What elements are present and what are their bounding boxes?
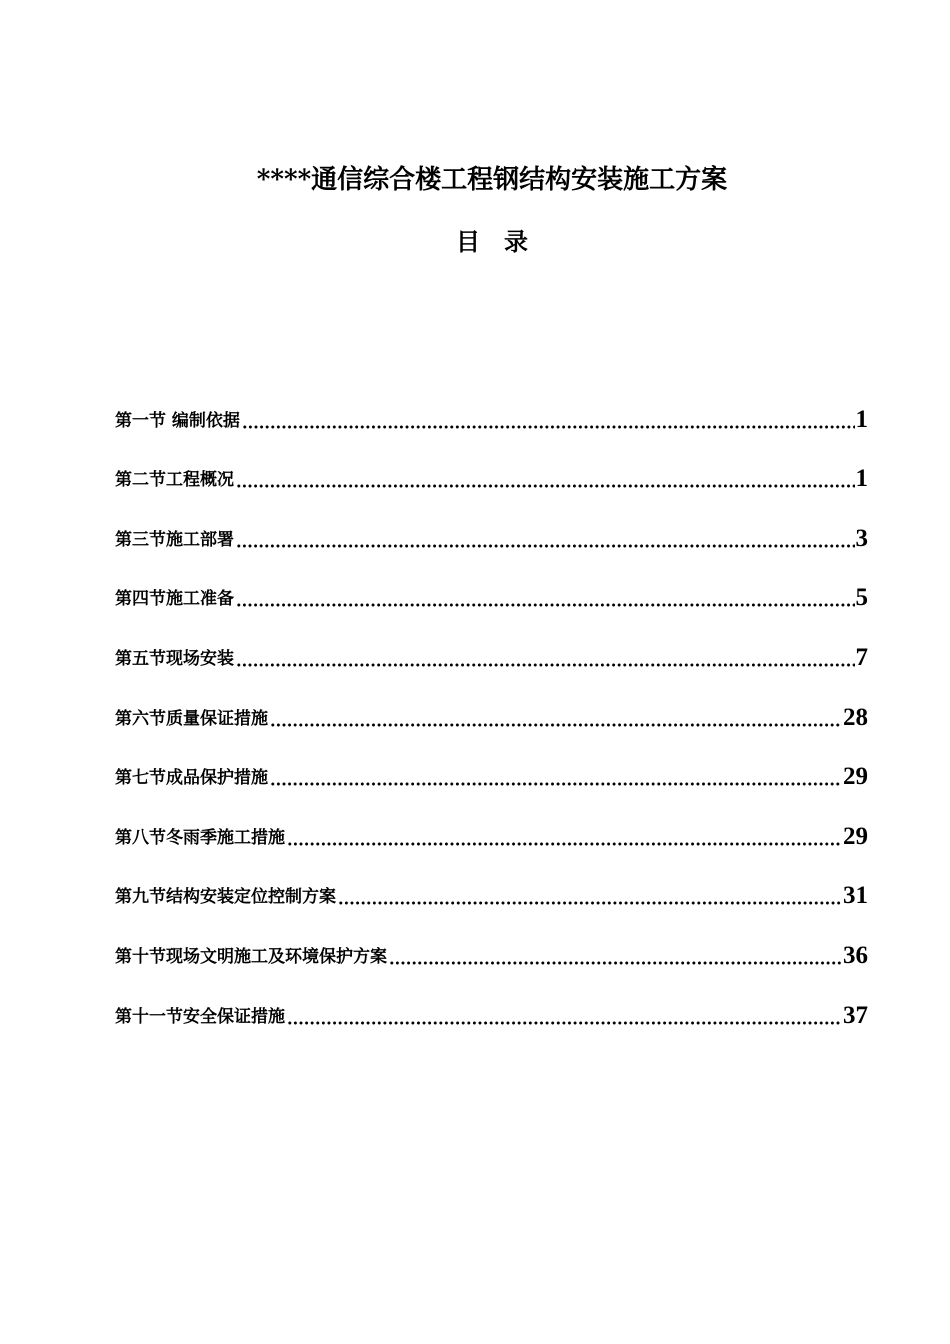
toc-entry-page: 36 [843, 941, 868, 969]
toc-entry-page: 29 [843, 763, 868, 791]
toc-entry-label: 第七节成品保护措施 [115, 768, 268, 789]
toc-entry-label: 第八节冬雨季施工措施 [115, 827, 285, 848]
toc-leader-dots [270, 723, 842, 727]
toc-entry-label: 第十一节安全保证措施 [115, 1006, 285, 1027]
toc-entry[interactable] [115, 912, 868, 972]
toc-entry-label: 第四节施工准备 [115, 589, 234, 610]
toc-entry-label: 第六节质量保证措施 [115, 708, 268, 729]
toc-entry-page: 5 [855, 584, 868, 612]
toc-entry[interactable] [115, 614, 868, 674]
toc-leader-dots [389, 961, 842, 965]
toc-entry-page: 31 [843, 882, 868, 910]
toc-leader-dots [338, 901, 842, 905]
toc-entry-label: 第十节现场文明施工及环境保护方案 [115, 946, 387, 967]
toc-heading-char: 录 [504, 227, 528, 256]
toc-entry[interactable] [115, 793, 868, 853]
toc-entry[interactable] [115, 555, 868, 615]
document-title: ****通信综合楼工程钢结构安装施工方案 [256, 165, 728, 195]
toc-entry-page: 1 [855, 405, 868, 433]
toc-entry-label: 第三节施工部署 [115, 529, 234, 550]
toc-leader-dots [270, 782, 842, 786]
toc-entry-page: 7 [855, 643, 868, 671]
toc-entry-page: 1 [855, 465, 868, 493]
table-of-contents [115, 376, 868, 1032]
toc-entry[interactable] [115, 376, 868, 436]
toc-entry[interactable] [115, 853, 868, 913]
toc-entry-page: 37 [843, 1001, 868, 1029]
toc-entry[interactable] [115, 436, 868, 496]
toc-entry-page: 28 [843, 703, 868, 731]
toc-entry-label: 第九节结构安装定位控制方案 [115, 887, 336, 908]
toc-heading [0, 222, 950, 262]
toc-entry-label: 第一节 编制依据 [115, 410, 240, 431]
toc-entry[interactable] [115, 734, 868, 794]
toc-leader-dots [236, 544, 855, 548]
toc-entry-label: 第二节工程概况 [115, 470, 234, 491]
toc-leader-dots [236, 603, 855, 607]
toc-entry[interactable] [115, 972, 868, 1032]
toc-leader-dots [287, 842, 842, 846]
toc-leader-dots [287, 1021, 842, 1025]
toc-entry-page: 29 [843, 822, 868, 850]
toc-leader-dots [242, 425, 855, 429]
toc-heading-char: 目 [456, 227, 480, 256]
toc-entry-label: 第五节现场安装 [115, 648, 234, 669]
toc-entry[interactable] [115, 495, 868, 555]
toc-entry[interactable] [115, 674, 868, 734]
toc-entry-page: 3 [855, 524, 868, 552]
toc-leader-dots [236, 484, 855, 488]
toc-leader-dots [236, 663, 855, 667]
